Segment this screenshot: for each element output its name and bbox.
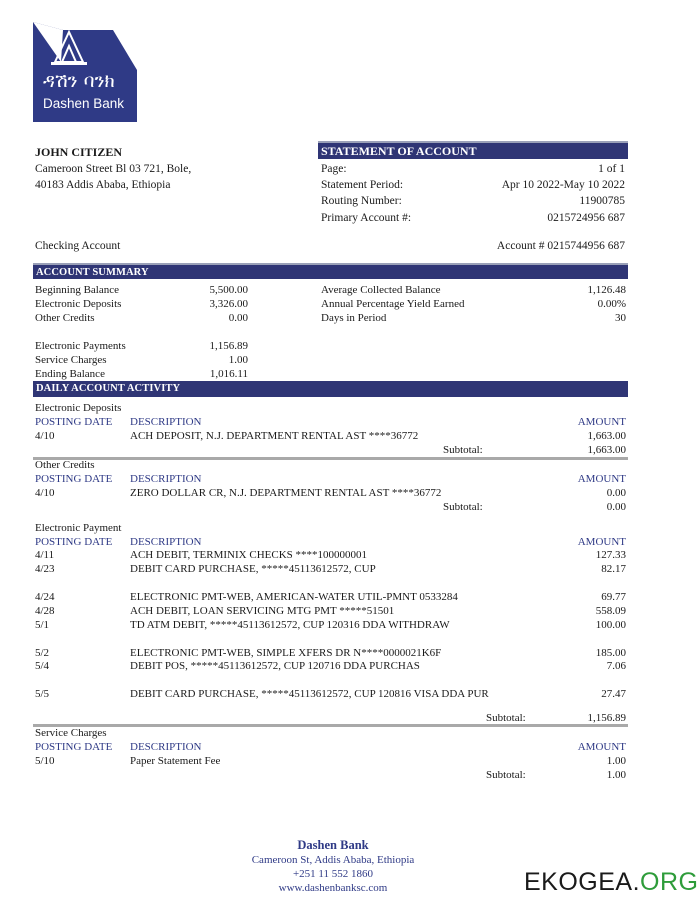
footer-phone: +251 11 552 1860 [292, 868, 374, 880]
row-amount: 82.17 [601, 563, 626, 575]
summary-value: 1,156.89 [209, 340, 248, 352]
col-posting-date: POSTING DATE [35, 473, 113, 485]
row-date: 4/10 [35, 487, 55, 499]
row-description: ACH DEBIT, TERMINIX CHECKS ****100000001 [130, 549, 368, 561]
primary-account-label: Primary Account #: [321, 212, 412, 224]
summary-label: Beginning Balance [35, 284, 120, 296]
row-description: Paper Statement Fee [130, 755, 221, 767]
col-description: DESCRIPTION [130, 536, 202, 548]
section-title: Service Charges [35, 727, 107, 739]
subtotal-value: 1,156.89 [587, 712, 626, 724]
row-date: 4/24 [35, 591, 55, 603]
subtotal-label: Subtotal: [486, 769, 526, 781]
col-amount: AMOUNT [577, 416, 626, 428]
row-amount: 558.09 [595, 605, 626, 617]
subtotal-value: 1,663.00 [587, 444, 626, 456]
row-date: 5/4 [35, 660, 50, 672]
row-description: DEBIT CARD PURCHASE, *****45113612572, CUP [130, 563, 376, 575]
row-description: TD ATM DEBIT, *****45113612572, CUP 120316 DDA WITHDRAW [130, 619, 450, 631]
row-amount: 127.33 [595, 549, 626, 561]
statement-title: STATEMENT OF ACCOUNT [318, 141, 628, 159]
summary-label: Service Charges [35, 354, 107, 366]
subtotal-value: 0.00 [606, 501, 626, 513]
primary-account-value: 0215724956 687 [547, 212, 625, 224]
row-date: 4/10 [35, 430, 55, 442]
row-date: 5/5 [35, 688, 50, 700]
summary-value: 1,126.48 [587, 284, 626, 296]
watermark [524, 868, 699, 897]
col-amount: AMOUNT [577, 473, 626, 485]
section-title: Electronic Deposits [35, 402, 122, 414]
col-description: DESCRIPTION [130, 473, 202, 485]
section-divider [33, 724, 628, 727]
account-number: Account # 0215744956 687 [496, 240, 625, 252]
summary-label: Electronic Deposits [35, 298, 122, 310]
routing-number-label: Routing Number: [321, 195, 402, 207]
bank-logo [33, 22, 137, 122]
account-type: Checking Account [35, 240, 121, 252]
summary-value: 3,326.00 [209, 298, 248, 310]
col-amount: AMOUNT [577, 741, 626, 753]
customer-name: JOHN CITIZEN [35, 145, 123, 159]
row-description: ELECTRONIC PMT-WEB, AMERICAN-WATER UTIL-PMNT 0533284 [130, 591, 458, 603]
row-date: 4/11 [35, 549, 55, 561]
col-posting-date: POSTING DATE [35, 536, 113, 548]
row-description: ELECTRONIC PMT-WEB, SIMPLE XFERS DR N****0000021K6F [130, 647, 442, 659]
row-date: 5/10 [35, 755, 55, 767]
footer-website[interactable]: www.dashenbanksc.com [278, 882, 388, 894]
row-amount: 1,663.00 [587, 430, 626, 442]
row-date: 5/1 [35, 619, 50, 631]
statement-period-value: Apr 10 2022-May 10 2022 [501, 179, 625, 191]
summary-value: 30 [615, 312, 626, 324]
col-amount: AMOUNT [577, 536, 626, 548]
summary-value: 0.00% [597, 298, 626, 310]
statement-page-value: 1 of 1 [598, 163, 625, 175]
row-amount: 1.00 [606, 755, 626, 767]
section-divider [33, 457, 628, 460]
daily-activity-header: DAILY ACCOUNT ACTIVITY [33, 381, 628, 397]
summary-label: Other Credits [35, 312, 95, 324]
summary-value: 1,016.11 [209, 368, 248, 380]
row-date: 4/28 [35, 605, 55, 617]
row-description: ZERO DOLLAR CR, N.J. DEPARTMENT RENTAL AST ****36772 [130, 487, 442, 499]
watermark-part1: EKOGEA. [524, 868, 641, 896]
summary-label: Ending Balance [35, 368, 105, 380]
row-amount: 185.00 [595, 647, 626, 659]
subtotal-label: Subtotal: [443, 501, 483, 513]
row-description: ACH DEPOSIT, N.J. DEPARTMENT RENTAL AST ****36772 [130, 430, 419, 442]
customer-address-line2: 40183 Addis Ababa, Ethiopia [35, 179, 171, 191]
statement-page-label: Page: [321, 163, 347, 175]
summary-value: 5,500.00 [209, 284, 248, 296]
customer-address-line1: Cameroon Street Bl 03 721, Bole, [35, 163, 192, 175]
summary-value: 0.00 [228, 312, 248, 324]
col-description: DESCRIPTION [130, 741, 202, 753]
summary-value: 1.00 [228, 354, 248, 366]
col-posting-date: POSTING DATE [35, 741, 113, 753]
section-title: Electronic Payment [35, 522, 122, 534]
account-summary-header: ACCOUNT SUMMARY [33, 263, 628, 279]
row-amount: 69.77 [601, 591, 626, 603]
summary-label: Days in Period [321, 312, 387, 324]
statement-period-label: Statement Period: [321, 179, 404, 191]
row-description: DEBIT CARD PURCHASE, *****45113612572, CUP 120816 VISA DDA PUR [130, 688, 489, 700]
row-description: ACH DEBIT, LOAN SERVICING MTG PMT *****51501 [130, 605, 395, 617]
logo-script: ዳሽን ባንክ [43, 70, 115, 92]
summary-label: Electronic Payments [35, 340, 126, 352]
row-amount: 7.06 [606, 660, 626, 672]
logo-bank-name: Dashen Bank [43, 96, 125, 111]
subtotal-label: Subtotal: [443, 444, 483, 456]
subtotal-label: Subtotal: [486, 712, 526, 724]
footer-address: Cameroon St, Addis Ababa, Ethiopia [251, 854, 415, 866]
section-title: Other Credits [35, 459, 95, 471]
row-amount: 0.00 [606, 487, 626, 499]
row-amount: 27.47 [601, 688, 626, 700]
row-date: 5/2 [35, 647, 50, 659]
col-posting-date: POSTING DATE [35, 416, 113, 428]
row-amount: 100.00 [595, 619, 626, 631]
summary-label: Annual Percentage Yield Earned [321, 298, 465, 310]
summary-label: Average Collected Balance [321, 284, 441, 296]
watermark-part2: ORG [640, 868, 699, 896]
col-description: DESCRIPTION [130, 416, 202, 428]
footer-bank-name: Dashen Bank [297, 838, 369, 852]
routing-number-value: 11900785 [579, 195, 625, 207]
row-date: 4/23 [35, 563, 55, 575]
row-description: DEBIT POS, *****45113612572, CUP 120716 DDA PURCHAS [130, 660, 420, 672]
subtotal-value: 1.00 [606, 769, 626, 781]
